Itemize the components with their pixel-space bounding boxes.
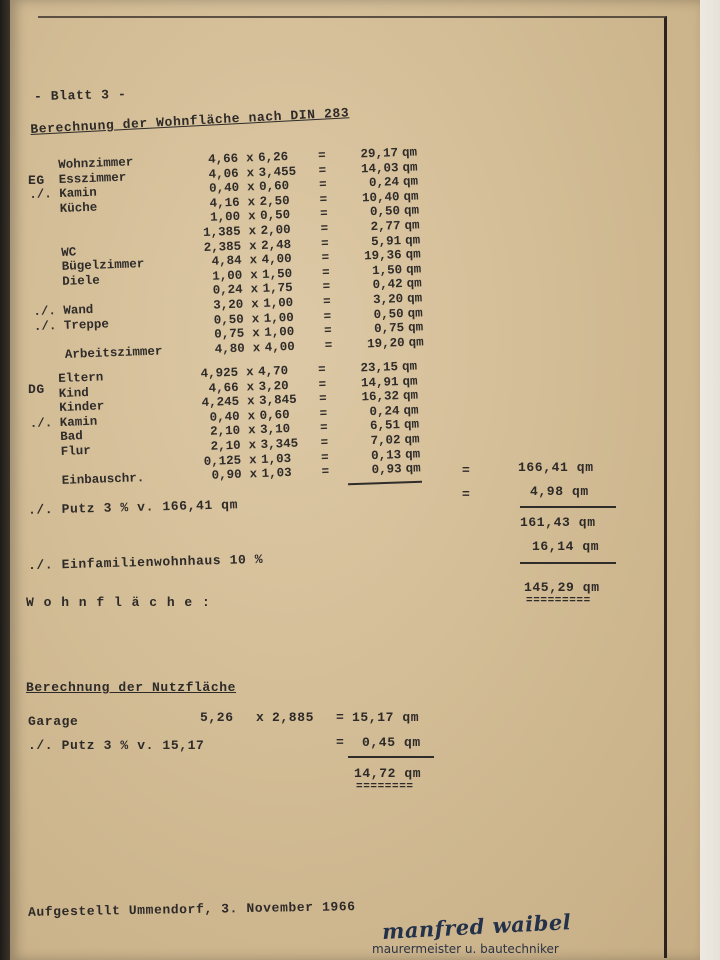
garage-label: Garage [28,714,79,729]
unit-label: qm [405,247,421,263]
row-prefix: ./. [29,187,53,203]
room-label: WC [61,245,77,260]
putz-equals: = [462,487,471,502]
times-sign: x [250,282,259,297]
equals-sign: = [321,464,330,480]
area-result: 19,36 [363,248,402,264]
unit-label: qm [402,388,419,404]
area-result: 16,32 [361,389,400,405]
garage-putz-value: 0,45 qm [362,735,421,750]
dimension-a: 1,00 [211,268,243,284]
dimension-b: 2,50 [259,193,290,209]
area-result: 0,75 [373,321,405,337]
equals-sign: = [321,265,330,280]
dimension-a: 0,40 [208,180,240,196]
dimension-b: 3,20 [258,378,289,394]
unit-label: qm [407,320,424,336]
area-result: 29,17 [360,146,399,162]
dimension-a: 0,90 [211,467,242,483]
dimension-a: 4,66 [207,151,239,167]
area-result: 0,24 [369,403,400,419]
dimension-a: 0,24 [212,283,243,299]
equals-sign: = [324,338,333,353]
dimension-a: 1,00 [209,210,241,226]
area-result: 23,15 [360,360,399,376]
unit-label: qm [406,291,423,306]
equals-sign: = [317,362,326,377]
equals-sign: = [319,406,328,421]
equals-sign: = [323,323,332,338]
dimension-b: 3,10 [259,422,291,438]
dimension-b: 3,845 [258,392,297,409]
unit-label: qm [403,417,420,433]
garage-putz-label: ./. Putz 3 % v. 15,17 [28,738,205,753]
room-label: Flur [60,443,92,459]
times-sign: x [248,438,257,453]
times-sign: x [247,423,256,438]
times-sign: x [252,340,261,356]
nutz-rule [348,756,434,758]
unit-label: qm [402,374,418,389]
garage-equals: = [336,710,345,725]
dimension-b: 1,03 [260,451,292,467]
wohnflaeche-title: Berechnung der Wohnfläche nach DIN 283 [30,105,350,137]
room-label: Treppe [63,316,110,333]
sum-total: 166,41 qm [518,460,594,475]
room-label: Arbeitszimmer [64,344,163,362]
garage-a: 5,26 [200,710,234,725]
unit-label: qm [405,461,421,477]
times-sign: x [246,180,255,195]
final-double-rule: ========= [526,595,591,607]
dimension-b: 1,00 [262,295,294,311]
signature-title: maurermeister u. bautechniker [372,942,559,956]
area-result: 0,50 [373,306,404,322]
equals-sign: = [320,450,329,465]
area-result: 19,20 [366,335,405,352]
nutz-final-value: 14,72 qm [354,766,422,781]
putz-value: 4,98 qm [530,484,589,499]
times-sign: x [247,408,256,424]
dimension-b: 4,00 [261,252,292,268]
garage-b: 2,885 [272,710,315,725]
area-result: 0,13 [370,447,402,463]
dimension-b: 0,50 [259,208,291,224]
dimension-b: 4,70 [257,363,289,380]
nutz-double-rule: ======== [356,781,414,793]
place-date: Aufgestellt Ummendorf, 3. November 1966 [27,899,356,920]
dimension-a: 2,10 [209,424,241,440]
times-sign: x [249,467,258,482]
equals-sign: = [319,207,328,222]
dimension-b: 1,00 [263,310,294,326]
room-label: Kamin [59,414,98,430]
unit-label: qm [408,335,424,350]
times-sign: x [249,267,258,283]
times-sign: x [246,379,255,395]
times-sign: x [248,224,257,239]
garage-result: 15,17 qm [352,710,420,725]
row-prefix: ./. [33,304,57,319]
dimension-a: 0,50 [213,312,244,328]
dimension-b: 1,03 [261,466,292,482]
area-result: 0,93 [371,462,402,478]
garage-times: x [256,710,265,725]
times-sign: x [248,452,257,467]
dimension-b: 2,00 [260,222,291,238]
dimension-b: 1,50 [261,266,293,282]
room-label: Diele [62,273,101,289]
final-value: 145,29 qm [524,580,600,595]
room-label: Bad [60,429,84,445]
equals-sign: = [318,163,327,178]
unit-label: qm [404,233,421,248]
room-label: Einbauschr. [61,471,145,489]
times-sign: x [251,326,260,341]
times-sign: x [246,394,255,409]
times-sign: x [248,238,257,253]
reduction-label: ./. Einfamilienwohnhaus 10 % [27,551,264,574]
dimension-b: 4,00 [264,339,295,355]
equals-sign: = [318,391,327,407]
nutzflaeche-title: Berechnung der Nutzfläche [26,680,237,695]
equals-sign: = [320,236,329,251]
signature: manfred waibel [381,909,572,944]
final-rule [520,562,616,564]
dimension-a: 4,925 [200,365,239,382]
dimension-a: 2,10 [210,438,241,454]
dimension-b: 3,455 [258,164,297,180]
page-label: - Blatt 3 - [33,86,127,105]
document-page [10,0,700,960]
area-result: 0,24 [368,175,400,191]
dimension-a: 4,06 [208,166,239,182]
times-sign: x [247,194,256,210]
dimension-a: 4,66 [208,380,239,396]
equals-sign: = [318,377,327,392]
equals-sign: = [320,221,329,236]
room-label: Bügelzimmer [61,257,145,275]
room-label: Wohnzimmer [58,155,134,172]
times-sign: x [250,297,259,312]
dimension-a: 4,84 [211,253,242,269]
room-label: Kinder [59,399,105,416]
wohnflaeche-label: W o h n f l ä c h e : [26,595,211,610]
times-sign: x [249,253,258,268]
unit-label: qm [403,403,419,418]
area-result: 7,02 [370,433,401,449]
unit-label: qm [401,359,418,374]
subtotal-rule [520,506,616,508]
dimension-a: 1,385 [202,224,241,240]
dg-label: DG [28,382,45,397]
room-label: Eltern [58,370,104,386]
room-label: Küche [59,200,98,216]
unit-label: qm [405,262,422,277]
equals-sign: = [322,294,331,309]
area-result: 0,50 [369,204,401,220]
dimension-a: 4,16 [209,195,240,211]
dimension-b: 1,00 [263,325,295,341]
equals-sign: = [320,435,329,450]
subtotal-value: 161,43 qm [520,515,596,530]
room-label: Kind [58,385,89,401]
equals-sign: = [317,148,326,163]
area-result: 2,77 [370,219,401,235]
area-result: 0,42 [372,277,403,293]
dimension-a: 3,20 [212,297,244,313]
equals-sign: = [319,421,328,436]
dimension-b: 0,60 [259,407,290,423]
area-result: 1,50 [371,262,403,278]
area-result: 6,51 [369,418,401,434]
dimension-b: 1,75 [262,281,293,297]
equals-sign: = [322,279,331,295]
area-result: 5,91 [370,233,402,249]
room-label: Kamin [59,185,97,202]
sum-equals: = [462,463,471,478]
row-prefix: ./. [33,318,57,334]
area-result: 14,91 [360,374,399,391]
equals-sign: = [323,309,332,324]
equals-sign: = [319,192,328,207]
times-sign: x [245,151,254,166]
unit-label: qm [403,203,420,219]
unit-label: qm [402,160,418,175]
equals-sign: = [318,177,327,193]
room-label: Wand [63,302,94,318]
times-sign: x [247,209,256,224]
times-sign: x [251,311,260,326]
unit-label: qm [401,145,418,160]
dimension-a: 4,80 [214,341,246,357]
dimension-a: 0,125 [203,453,242,469]
times-sign: x [246,165,255,181]
equals-sign: = [321,250,330,266]
dimension-a: 0,40 [209,409,240,425]
room-label: Esszimmer [58,170,127,187]
unit-label: qm [407,305,423,321]
reduction-value: 16,14 qm [532,539,600,554]
garage-putz-equals: = [336,735,345,750]
eg-label: EG [28,173,45,188]
row-prefix: ./. [29,416,53,431]
area-result: 10,40 [361,189,400,206]
dimension-a: 4,245 [201,394,240,411]
unit-label: qm [404,218,420,233]
unit-label: qm [406,276,422,292]
dimension-b: 3,345 [260,436,299,452]
dimension-b: 0,60 [258,179,290,195]
dimension-b: 6,26 [257,149,289,166]
times-sign: x [245,365,254,380]
unit-label: qm [403,189,419,204]
putz-label: ./. Putz 3 % v. 166,41 qm [27,497,239,518]
dimension-a: 2,385 [203,239,242,255]
unit-label: qm [402,174,419,190]
dimension-b: 2,48 [260,237,292,253]
area-result: 3,20 [372,292,404,308]
area-result: 14,03 [360,160,399,177]
unit-label: qm [404,432,420,447]
unit-label: qm [404,447,421,462]
dimension-a: 0,75 [214,326,245,342]
